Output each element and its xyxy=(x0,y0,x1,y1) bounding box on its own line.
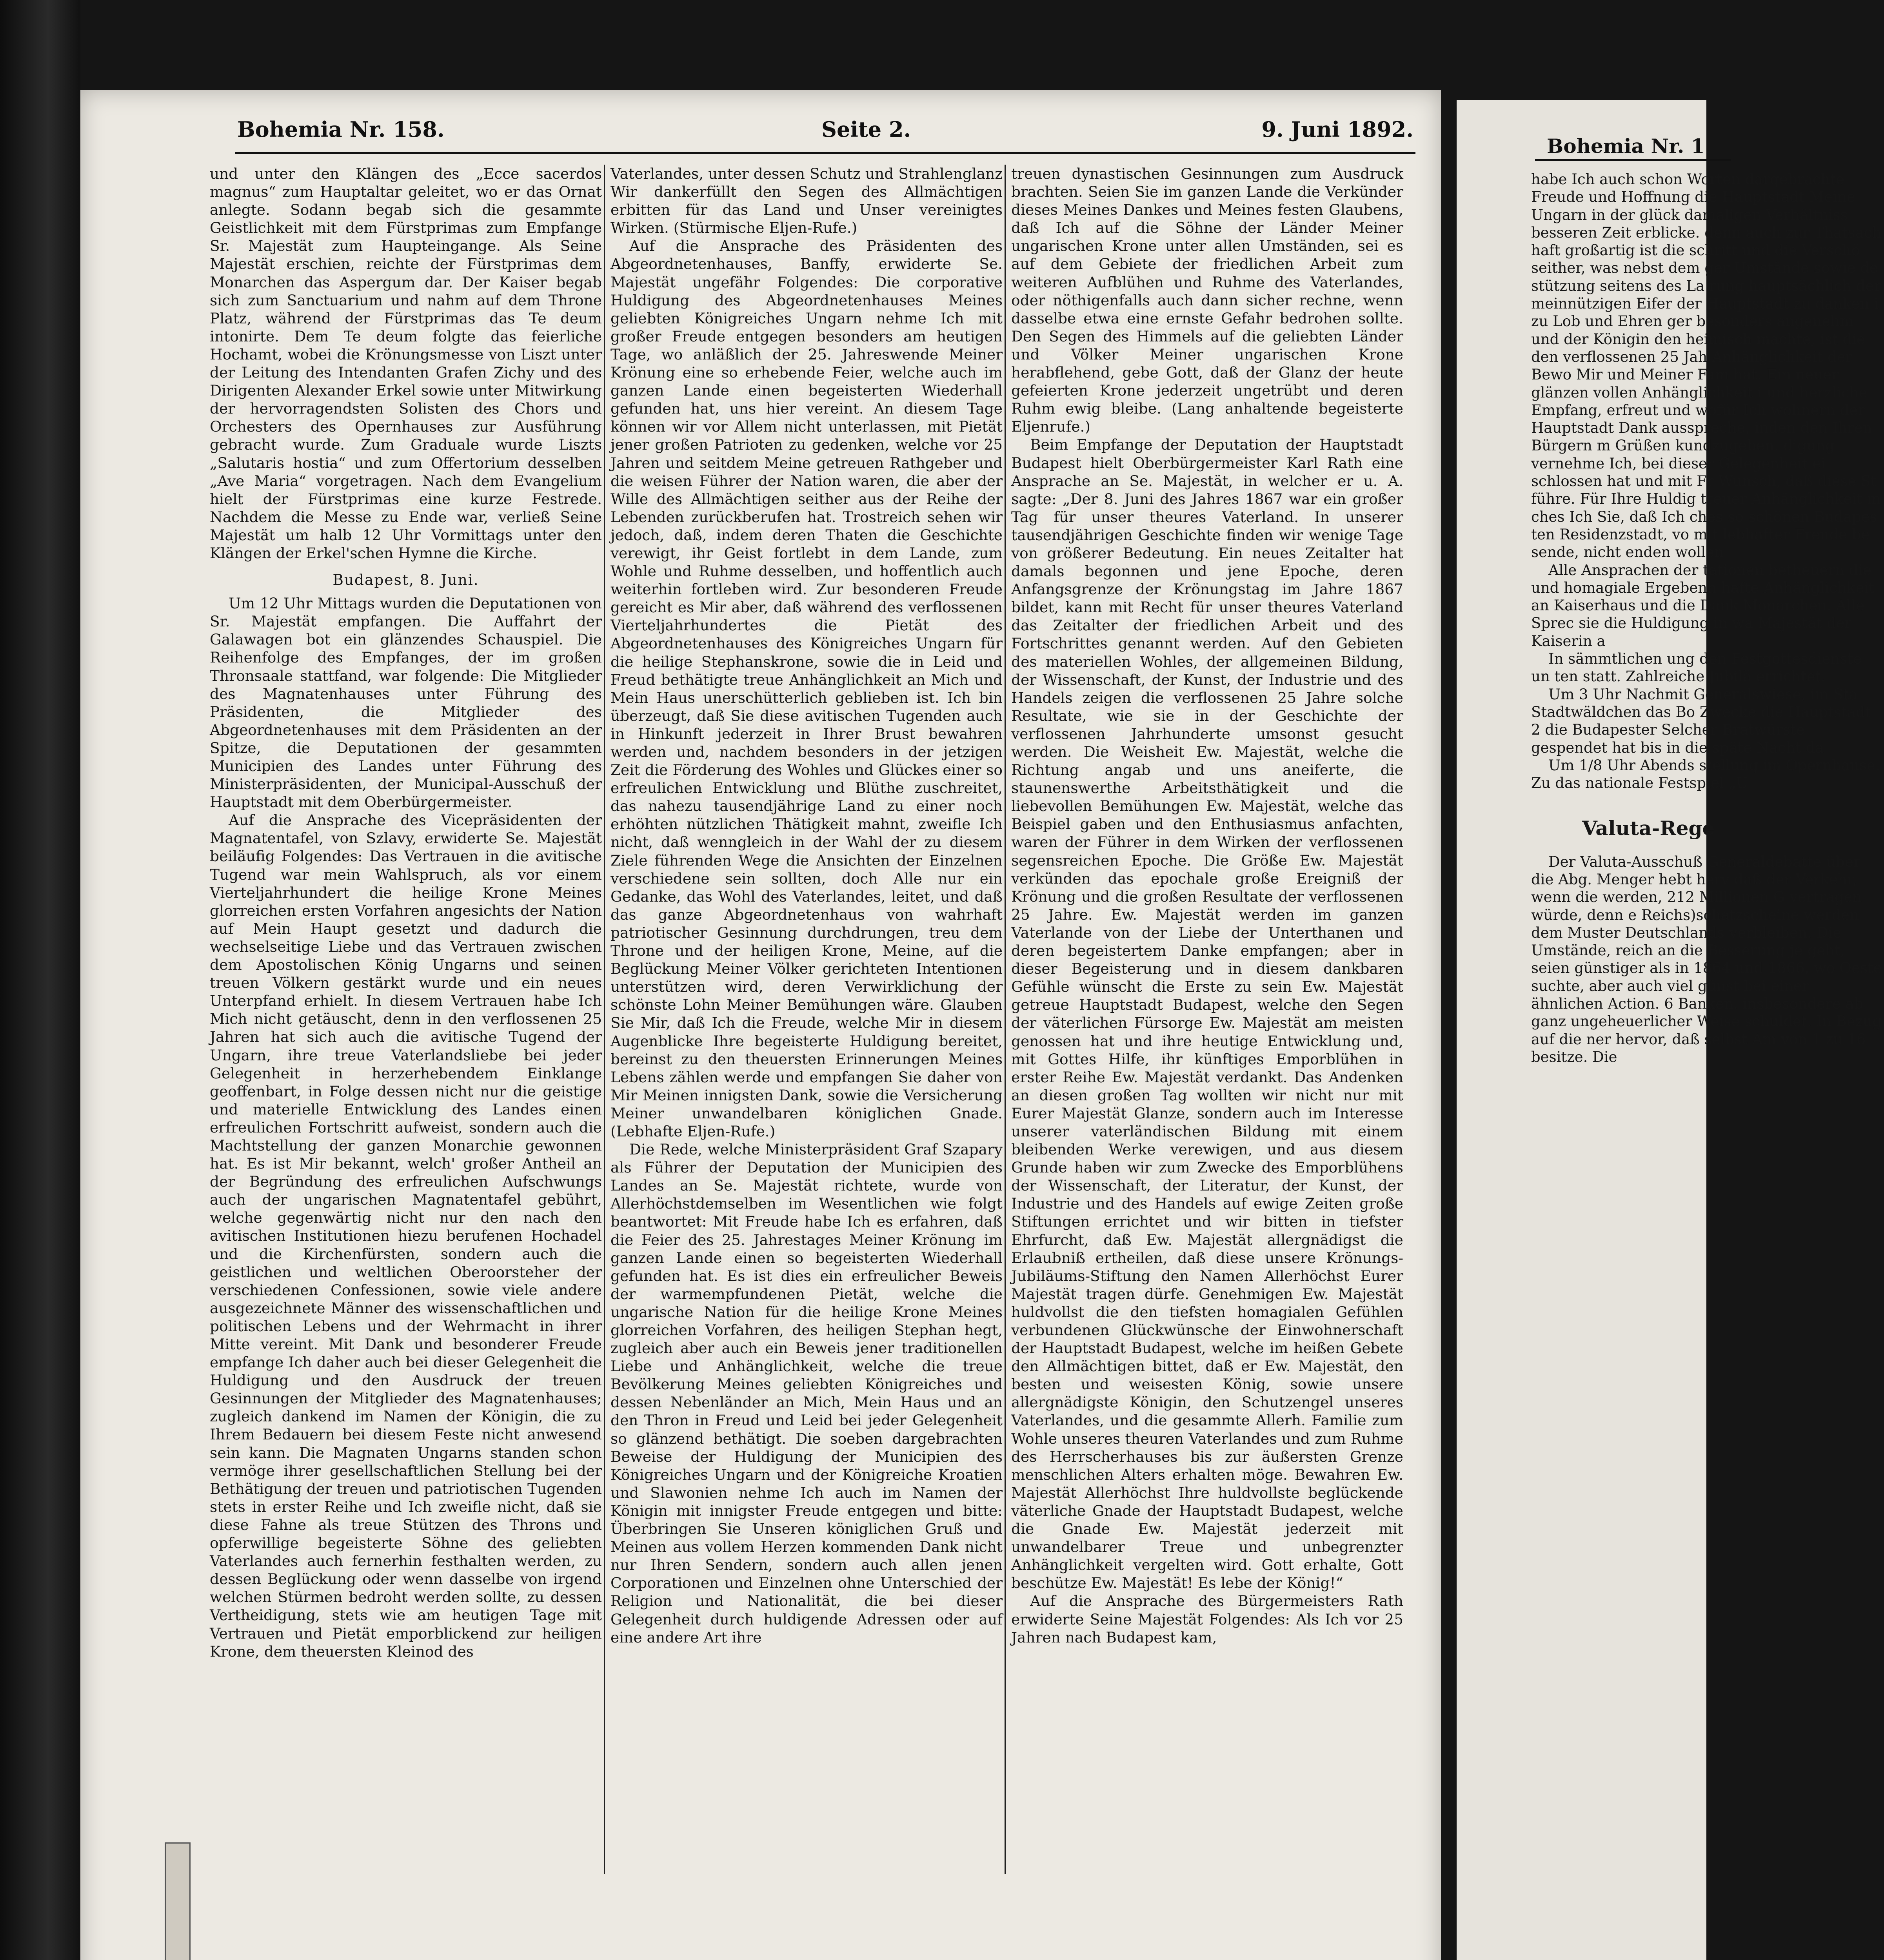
article-paragraph: Um 1/8 Uhr Abends stellung im Opernhause. Zu das nationale Festspiel „U xyxy=(1531,757,1880,792)
article-paragraph: Die Rede, welche Ministerpräsident Graf Szapary als Führer der Deputation der Municipien des Landes an Se. Majestät richtete, wurde von Allerhöchstdemselben im Wesentlichen wie folgt beantwortet: Mit Freude habe Ich es erfahren, daß die Feier des 25. Jahrestages Meiner Krönung im ganzen Lande einen so begeisterten Wiederhall gefunden hat. Es ist dies ein erfreulicher Beweis der warmempfundenen Pietät, welche die ungarische Nation für die heilige Krone Meines glorreichen Vorfahren, des heiligen Stephan hegt, zugleich aber auch ein Beweis jener traditionellen Liebe und Anhänglichkeit, welche die treue Bevölkerung Meines geliebten Königreiches und dessen Nebenländer an Mich, Mein Haus und an den Thron in Freud und Leid bei jeder Gelegenheit so glänzend bethätigt. Die soeben dargebrachten Beweise der Huldigung der Municipien des Königreiches Ungarn und der Königreiche Kroatien und Slawonien nehme Ich auch im Namen der Königin mit innigster Freude entgegen und bitte: Überbringen Sie Unseren königlichen Gruß und Meinen aus vollem Herzen kommenden Dank nicht nur Ihren Sendern, sondern auch allen jenen Corporationen und Einzelnen ohne Unterschied der Religion und Nationalität, die bei dieser Gelegenheit durch huldigende Adressen oder auf eine andere Art ihre xyxy=(610,1141,1003,1646)
header-date: 9. Juni 1892. xyxy=(1261,117,1413,142)
article-paragraph: treuen dynastischen Gesinnungen zum Ausdruck brachten. Seien Sie im ganzen Lande die Verkünder dieses Meines Dankes und Meines festen Glaubens, daß Ich auf die Söhne der Länder Meiner ungarischen Krone unter allen Umständen, sei es auf dem Gebiete der friedlichen Arbeit zum weiteren Aufblühen und Ruhme des Vaterlandes, oder nöthigenfalls auch dann sicher rechne, wenn dasselbe etwa eine ernste Gefahr bedrohen sollte. Den Segen des Himmels auf die geliebten Länder und Völker Meiner ungarischen Krone herabflehend, gebe Gott, daß der Glanz der heute gefeierten Krone jederzeit ungetrübt und deren Ruhm ewig bleibe. (Lang anhaltende begeisterte Eljenrufe.) xyxy=(1011,165,1403,436)
next-page-edge xyxy=(1457,100,1882,1960)
next-page-column xyxy=(1531,171,1884,1660)
article-paragraph: Auf die Ansprache des Präsidenten des Abgeordnetenhauses, Banffy, erwiderte Se. Majestät ungefähr Folgendes: Die corporative Huldigung des Abgeordnetenhauses Meines geliebten Königreiches Ungarn nehme Ich mit großer Freude entgegen besonders am heutigen Tage, wo anläßlich der 25. Jahreswende Meiner Krönung eine so erhebende Feier, welche auch im ganzen Lande einen begeisterten Wiederhall gefunden hat, uns hier vereint. An diesem Tage können wir vor Allem nicht unterlassen, mit Pietät jener großen Patrioten zu gedenken, welche vor 25 Jahren und seitdem Meine getreuen Rathgeber und die weisen Führer der Nation waren, die aber der Wille des Allmächtigen seither aus der Reihe der Lebenden zurückberufen hat. Trostreich sehen wir jedoch, daß, indem deren Thaten die Geschichte verewigt, ihr Geist fortlebt in dem Lande, zum Wohle und Ruhme desselben, und hoffentlich auch weiterhin fortleben wird. Zur besonderen Freude gereicht es Mir aber, daß während des verflossenen Vierteljahrhundertes die Pietät des Abgeordnetenhauses des Königreiches Ungarn für die heilige Stephanskrone, sowie die in Leid und Freud bethätigte treue Anhänglichkeit an Mich und Mein Haus unerschütterlich geblieben ist. Ich bin überzeugt, daß Sie diese avitischen Tugenden auch in Hinkunft jederzeit in Ihrer Brust bewahren werden und, nachdem besonders in der jetzigen Zeit die Förderung des Wohles und Glückes einer so erfreulichen Entwicklung und Blüthe zuschreitet, das nahezu tausendjährige Land zu einer noch erhöhten nützlichen Thätigkeit mahnt, zweifle Ich nicht, daß wenngleich in der Wahl der zu diesem Ziele führenden Wege die Ansichten der Einzelnen verschiedene sein sollten, doch Alle nur ein Gedanke, das Wohl des Vaterlandes, leitet, und daß das ganze Abgeordnetenhaus von wahrhaft patriotischer Gesinnung durchdrungen, treu dem Throne und der heiligen Krone, Meine, auf die Beglückung Meiner Völker gerichteten Intentionen unterstützen wird, deren Verwirklichung der schönste Lohn Meiner Bemühungen wäre. Glauben Sie Mir, daß Ich die Freude, welche Mir in diesem Augenblicke Ihre begeisterte Huldigung bereitet, bereinst zu den theuersten Erinnerungen Meines Lebens zählen werde und empfangen Sie daher von Mir Meinen innigsten Dank, sowie die Versicherung Meiner unwandelbaren königlichen Gnade. (Lebhafte Eljen-Rufe.) xyxy=(610,237,1003,1140)
article-paragraph: Auf die Ansprache des Vicepräsidenten der Magnatentafel, von Szlavy, erwiderte Se. Majestät beiläufig Folgendes: Das Vertrauen in die avitische Tugend war mein Wahlspruch, als vor einem Vierteljahrhundert die heilige Krone Meines glorreichen ersten Vorfahren angesichts der Nation auf Mein Haupt gesetzt und dadurch die wechselseitige Liebe und das Vertrauen zwischen dem Apostolischen König Ungarns und seinen treuen Völkern gestärkt wurde und ein neues Unterpfand erhielt. In diesem Vertrauen habe Ich Mich nicht getäuscht, denn in den verflossenen 25 Jahren hat sich auch die avitische Tugend der Ungarn, ihre treue Vaterlandsliebe bei jeder Gelegenheit in herzerhebendem Einklange geoffenbart, in Folge dessen nicht nur die geistige und materielle Entwicklung des Landes einen erfreulichen Fortschritt aufweist, sondern auch die Machtstellung der ganzen Monarchie gewonnen hat. Es ist Mir bekannt, welch' großer Antheil an der Begründung des erfreulichen Aufschwungs auch der ungarischen Magnatentafel gebührt, welche gegenwärtig nicht nur den nach den avitischen Institutionen hiezu berufenen Hochadel und die Kirchenfürsten, sondern auch die geistlichen und weltlichen Oberoorsteher der verschiedenen Confessionen, sowie viele andere ausgezeichnete Männer des wissenschaftlichen und politischen Lebens und der Wehrmacht in ihrer Mitte vereint. Mit Dank und besonderer Freude empfange Ich daher auch bei dieser Gelegenheit die Huldigung und den Ausdruck der treuen Gesinnungen der Mitglieder des Magnatenhauses; zugleich dankend im Namen der Königin, die zu Ihrem Bedauern bei diesem Feste nicht anwesend sein kann. Die Magnaten Ungarns standen schon vermöge ihrer gesellschaftlichen Stellung bei der Bethätigung der treuen und patriotischen Tugenden stets in erster Reihe und Ich zweifle nicht, daß sie diese Fahne als treue Stützen des Throns und opferwillige begeisterte Söhne des geliebten Vaterlandes auch fernerhin festhalten werden, zu dessen Beglückung oder wenn dasselbe von irgend welchen Stürmen bedroht werden sollte, zu dessen Vertheidigung, stets wie am heutigen Tage mit Vertrauen und Pietät emporblickend zur heiligen Krone, dem theuersten Kleinod des xyxy=(210,811,602,1660)
column-divider xyxy=(1005,165,1006,1874)
binding-tab xyxy=(165,1842,191,1960)
header-rule xyxy=(235,152,1415,154)
column-divider xyxy=(604,165,605,1874)
article-paragraph: Beim Empfange der Deputation der Hauptstadt Budapest hielt Oberbürgermeister Karl Rath eine Ansprache an Se. Majestät, in welcher er u. A. sagte: „Der 8. Juni des Jahres 1867 war ein großer Tag für unser theures Vaterland. In unserer tausendjährigen Geschichte finden wir wenige Tage von größerer Bedeutung. Ein neues Zeitalter hat damals begonnen und jene Epoche, deren Anfangsgrenze der Krönungstag im Jahre 1867 bildet, kann mit Recht für unser theures Vaterland das Zeitalter der friedlichen Arbeit und des Fortschrittes genannt werden. Auf den Gebieten des materiellen Wohles, der allgemeinen Bildung, der Wissenschaft, der Kunst, der Industrie und des Handels zeigen die verflossenen 25 Jahre solche Resultate, wie sie in der Geschichte der verflossenen Jahrhunderte umsonst gesucht werden. Die Weisheit Ew. Majestät, welche die Richtung angab und uns aneiferte, die staunenswerthe Arbeitsthätigkeit und die liebevollen Bemühungen Ew. Majestät, welche das Beispiel gaben und den Enthusiasmus anfachten, waren der Führer in dem Wirken der verflossenen segensreichen Epoche. Die Größe Ew. Majestät verkünden das epochale große Ereigniß der Krönung und die großen Resultate der verflossenen 25 Jahre. Ew. Majestät werden im ganzen Vaterlande von der Liebe der Unterthanen und deren begeistertem Danke empfangen; aber in dieser Begeisterung und in diesem dankbaren Gefühle wünscht die Erste zu sein Ew. Majestät getreue Hauptstadt Budapest, welche den Segen der väterlichen Fürsorge Ew. Majestät am meisten genossen hat und ihre heutige Entwicklung und, mit Gottes Hilfe, ihr künftiges Emporblühen in erster Reihe Ew. Majestät verdankt. Das Andenken an diesen großen Tag wollten wir nicht nur mit Eurer Majestät Glanze, sondern auch im Interesse unserer vaterländischen Bildung mit einem bleibenden Werke verewigen, und aus diesem Grunde haben wir zum Zwecke des Emporblühens der Wissenschaft, der Literatur, der Kunst, der Industrie und des Handels auf ewige Zeiten große Stiftungen errichtet und wir bitten in tiefster Ehrfurcht, daß Ew. Majestät allergnädigst die Erlaubniß ertheilen, daß diese unsere Krönungs-Jubiläums-Stiftung den Namen Allerhöchst Eurer Majestät tragen dürfe. Genehmigen Ew. Majestät huldvollst die den tiefsten homagialen Gefühlen verbundenen Glückwünsche der Einwohnerschaft der Hauptstadt Budapest, welche im heißen Gebete den Allmächtigen bittet, daß er Ew. Majestät, den besten und weisesten König, sowie unsere allergnädigste Königin, den Schutzengel unseres Vaterlandes, und die gesammte Allerh. Familie zum Wohle unseres theuren Vaterlandes und zum Ruhme des Herrscherhauses bis zur äußersten Grenze menschlichen Alters erhalten möge. Bewahren Ew. Majestät Allerhöchst Ihre huldvollste beglückende väterliche Gnade der Hauptstadt Budapest, welche die Gnade Ew. Majestät jederzeit mit unwandelbarer Treue und unbegrenzter Anhänglichkeit vergelten wird. Gott erhalte, Gott beschütze Ew. Majestät! Es lebe der König!“ xyxy=(1011,436,1403,1592)
newspaper-page xyxy=(80,90,1441,1960)
dateline: Budapest, 8. Juni. xyxy=(332,571,479,589)
article-paragraph: und unter den Klängen des „Ecce sacerdos magnus“ zum Hauptaltar geleitet, wo er das Ornat anlegte. Sodann begab sich die gesammte Geistlichkeit mit dem Fürstprimas zum Empfange Sr. Majestät zum Haupteingange. Als Seine Majestät erschien, reichte der Fürstprimas dem Monarchen das Aspergum dar. Der Kaiser begab sich zum Sanctuarium und nahm auf dem Throne Platz, während der Fürstprimas das Te deum intonirte. Dem Te deum folgte das feierliche Hochamt, wobei die Krönungsmesse von Liszt unter der Leitung des Intendanten Grafen Zichy und des Dirigenten Alexander Erkel sowie unter Mitwirkung der hervorragendsten Solisten des Chors und Orchesters des Opernhauses zur Ausführung gebracht wurde. Zum Graduale wurde Liszts „Salutaris hostia“ und zum Offertorium desselben „Ave Maria“ vorgetragen. Nach dem Evangelium hielt der Fürstprimas eine kurze Festrede. Nachdem die Messe zu Ende war, verließ Seine Majestät um halb 12 Uhr Vormittags unter den Klängen der Erkel'schen Hymne die Kirche. xyxy=(210,165,602,562)
article-paragraph: Alle Ansprachen der tationen betheuern die und homagiale Ergebenh hafte Anhänglichkeit an Kaiserhaus und die Dank Monarchen. Alle Sprec sie die Huldigung in wa Majestät der Kaiserin a xyxy=(1531,561,1875,650)
section-title: Valuta-Rege xyxy=(1582,817,1715,840)
column-2 xyxy=(610,165,1003,1874)
page-header xyxy=(237,117,1413,148)
article-paragraph: Der Valuta-Ausschuß Generaldebatte über die Abg. Menger hebt herv daß der Verkehr, wenn die werden, 212 Millionen G vertragen würde, denn e Reichs)schatzscheine werden dem Muster Deutschlands verbleiben. Die Umstände, reich an die Besserung je geht, seien günstiger als in 1864 und 1866, wo Oeste suchte, aber auch viel günst bei einer ähnlichen Action. 6 Banken, insbesondere ab ganz ungeheuerlicher Weise schuldet. In Bezug auf die ner hervor, daß selbst Am von 1 zu 16 besitze. Die xyxy=(1531,853,1882,1065)
header-masthead: Bohemia Nr. 158. xyxy=(237,117,445,142)
article-paragraph: Um 3 Uhr Nachmit Generalswiese, im Sta Stadtwäldchen das Bo Zwecke die Hauptstadt 2 die Budapester Selcher Bratwürste gespendet hat bis in die späte Nacht da xyxy=(1531,686,1871,756)
header-page-number: Seite 2. xyxy=(821,117,911,142)
article-paragraph: habe Ich auch schon Worten dargebrachte Freude und Hoffnung die Hauptstadt Meine Ungarn in der glück damaligen Verhältniss besseren Zeit erblicke. denn auch zur Thatsach haft großartig ist die schritt und die Verschö seither, was nebst dem ger Umstände sowie de stützung seitens des La rung hauptsächlich der meinnützigen Eifer der Hauptstadt zu danken i zu Lob und Ehren ger besonders angenehm und der Königin den heimisch machte, ist die den verflossenen 25 Jah Anhänglichkeit der Bewo Mir und Meiner Fam hat. Ein neuer glänzen vollen Anhänglichkeit i und herzliche Empfang, erfreut und wofür Ich wohnern der Hauptstadt Dank ausspreche, inden den Ihren Bürgern m Grüßen kundzugeben. digung vernehme Ich, bei dieser Gelegenheit ei schlossen hat und mit Fr Wunsch, daß diese St führe. Für Ihre Huldig treuer Anhänglichkeit m ches Ich Sie, daß Ich ches so schönen Budapes ten Residenzstadt, vo mit lebhafter Freude be sende, nicht enden wollen xyxy=(1531,171,1882,561)
next-page-header: Bohemia Nr. 1 xyxy=(1547,134,1705,158)
article-paragraph: Vaterlandes, unter dessen Schutz und Strahlenglanz Wir dankerfüllt den Segen des Allmächtigen erbitten für das Land und Unser vereinigtes Wirken. (Stürmische Eljen-Rufe.) xyxy=(610,165,1003,237)
article-paragraph: Um 12 Uhr Mittags wurden die Deputationen von Sr. Majestät empfangen. Die Auffahrt der Galawagen bot ein glänzendes Schauspiel. Die Reihenfolge des Empfanges, der im großen Thronsaale stattfand, war folgende: Die Mitglieder des Magnatenhauses unter Führung des Präsidenten, die Mitglieder des Abgeordnetenhauses mit dem Präsidenten an der Spitze, die Deputationen der gesammten Municipien des Landes unter Führung des Ministerpräsidenten, der Municipal-Ausschuß der Hauptstadt mit dem Oberbürgermeister. xyxy=(210,595,602,811)
film-edge-left xyxy=(0,0,80,1960)
next-page-header-rule xyxy=(1535,159,1731,161)
column-3 xyxy=(1011,165,1403,1874)
article-paragraph: In sämmtlichen ung den Festgottesdienste un ten statt. Zahlreiche Jubilä errichtet. xyxy=(1531,650,1862,685)
article-paragraph: Auf die Ansprache des Bürgermeisters Rath erwiderte Seine Majestät Folgendes: Als Ich vor 25 Jahren nach Budapest kam, xyxy=(1011,1592,1403,1646)
column-1 xyxy=(210,165,602,1874)
